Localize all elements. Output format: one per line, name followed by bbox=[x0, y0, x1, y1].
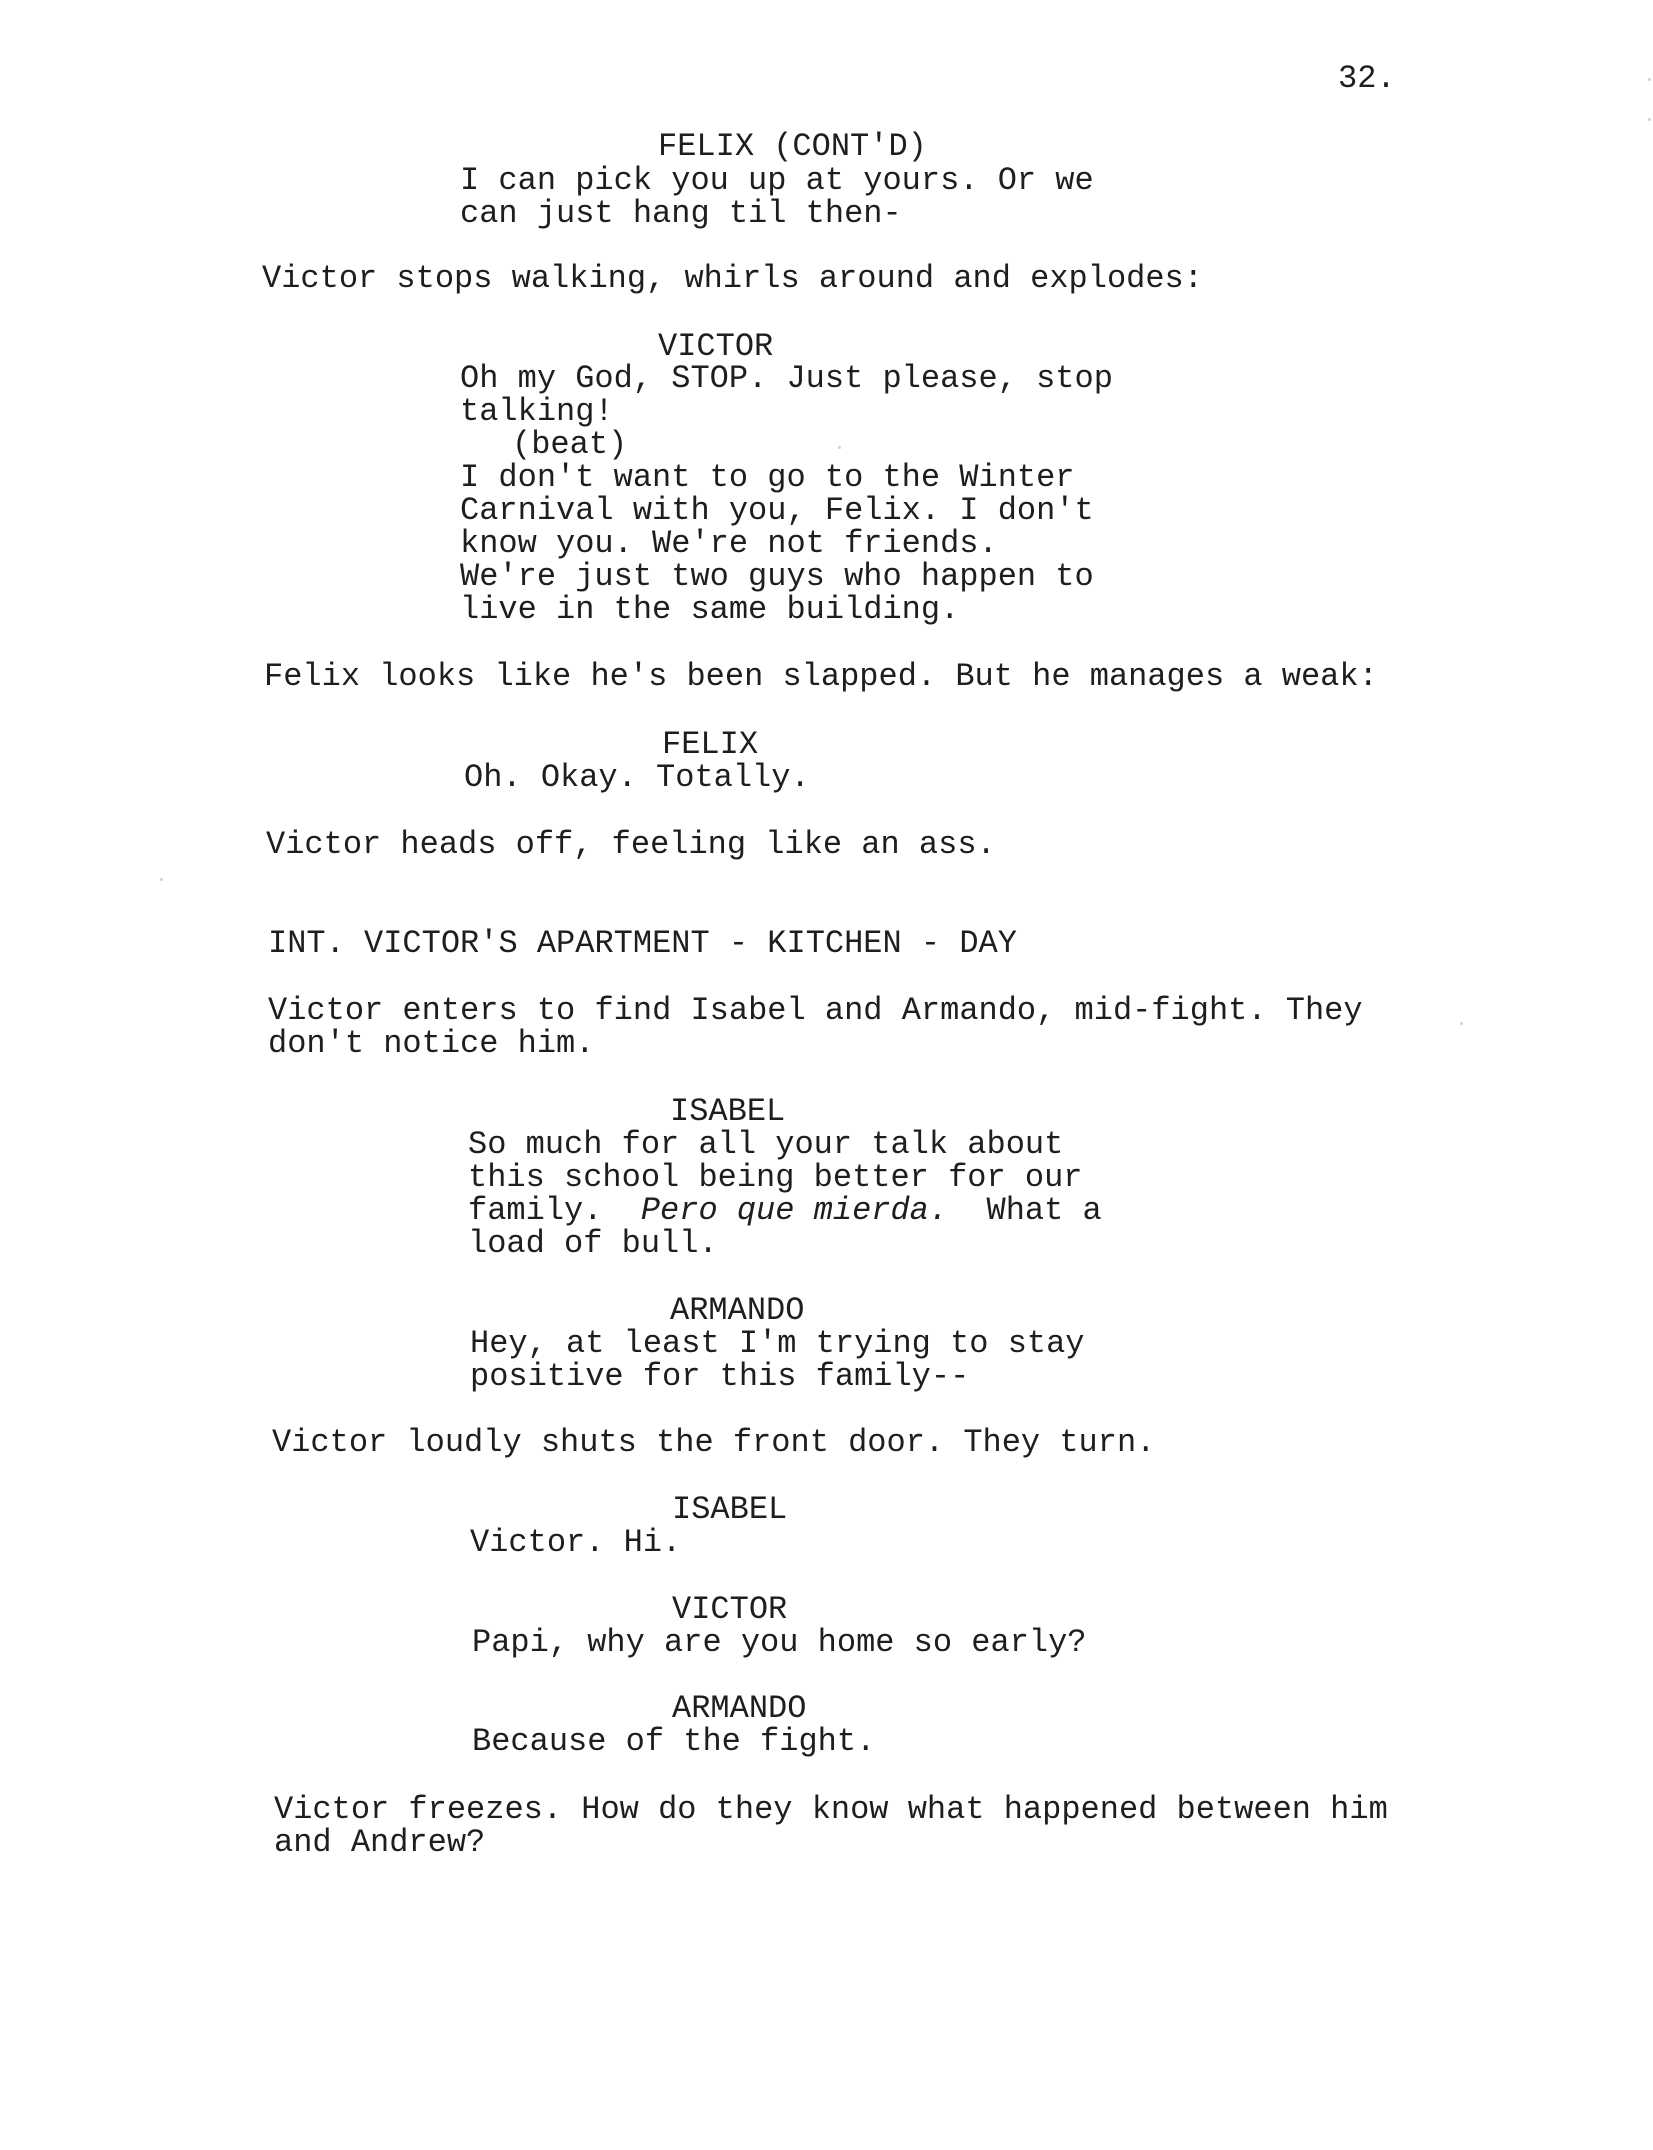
action-line: Victor loudly shuts the front door. They turn. bbox=[272, 1424, 1156, 1461]
character-name: VICTOR bbox=[658, 328, 774, 365]
dialogue: Oh. Okay. Totally. bbox=[464, 759, 810, 796]
character-name: FELIX (CONT'D) bbox=[658, 128, 927, 165]
dialogue: Because of the fight. bbox=[472, 1723, 876, 1760]
action-line: Victor heads off, feeling like an ass. bbox=[266, 826, 996, 863]
page-number: 32. bbox=[1338, 60, 1396, 97]
dialogue-line: this school being better for our bbox=[468, 1159, 1083, 1196]
spanish-phrase: Pero que mierda. bbox=[640, 1192, 949, 1229]
dialogue: I can pick you up at yours. Or we can just hang til then- bbox=[460, 162, 1094, 232]
action-line: Victor stops walking, whirls around and explodes: bbox=[262, 260, 1203, 297]
dialogue-line: load of bull. bbox=[468, 1225, 718, 1262]
scan-speck bbox=[1460, 1022, 1463, 1025]
dialogue: Hey, at least I'm trying to stay positive for this family-- bbox=[470, 1325, 1085, 1395]
dialogue bbox=[468, 1128, 1188, 1260]
dialogue-text: What a bbox=[948, 1192, 1102, 1229]
character-name: FELIX bbox=[662, 726, 759, 763]
dialogue: Papi, why are you home so early? bbox=[472, 1624, 1087, 1661]
dialogue-line: So much for all your talk about bbox=[468, 1126, 1064, 1163]
parenthetical: (beat) bbox=[512, 426, 628, 463]
scan-speck bbox=[838, 446, 841, 449]
scan-speck bbox=[1648, 118, 1651, 121]
character-name: ISABEL bbox=[670, 1093, 786, 1130]
character-name: VICTOR bbox=[672, 1591, 788, 1628]
action-line: Victor freezes. How do they know what happened between him and Andrew? bbox=[274, 1791, 1388, 1861]
character-name: ARMANDO bbox=[672, 1690, 807, 1727]
dialogue-text: family. bbox=[468, 1192, 641, 1229]
scan-speck bbox=[160, 878, 163, 881]
scan-speck bbox=[1648, 78, 1651, 81]
character-name: ARMANDO bbox=[670, 1292, 805, 1329]
dialogue: Oh my God, STOP. Just please, stop talking! bbox=[460, 360, 1113, 430]
action-line: Victor enters to find Isabel and Armando, mid-fight. They don't notice him. bbox=[268, 992, 1363, 1062]
dialogue-line bbox=[468, 1194, 1188, 1227]
dialogue: I don't want to go to the Winter Carnival with you, Felix. I don't know you. We're not friends. We're just two guys who happen to live in the same building. bbox=[460, 459, 1094, 628]
scene-heading: INT. VICTOR'S APARTMENT - KITCHEN - DAY bbox=[268, 925, 1017, 962]
action-line: Felix looks like he's been slapped. But he manages a weak: bbox=[264, 658, 1378, 695]
character-name: ISABEL bbox=[672, 1491, 788, 1528]
dialogue: Victor. Hi. bbox=[470, 1524, 682, 1561]
